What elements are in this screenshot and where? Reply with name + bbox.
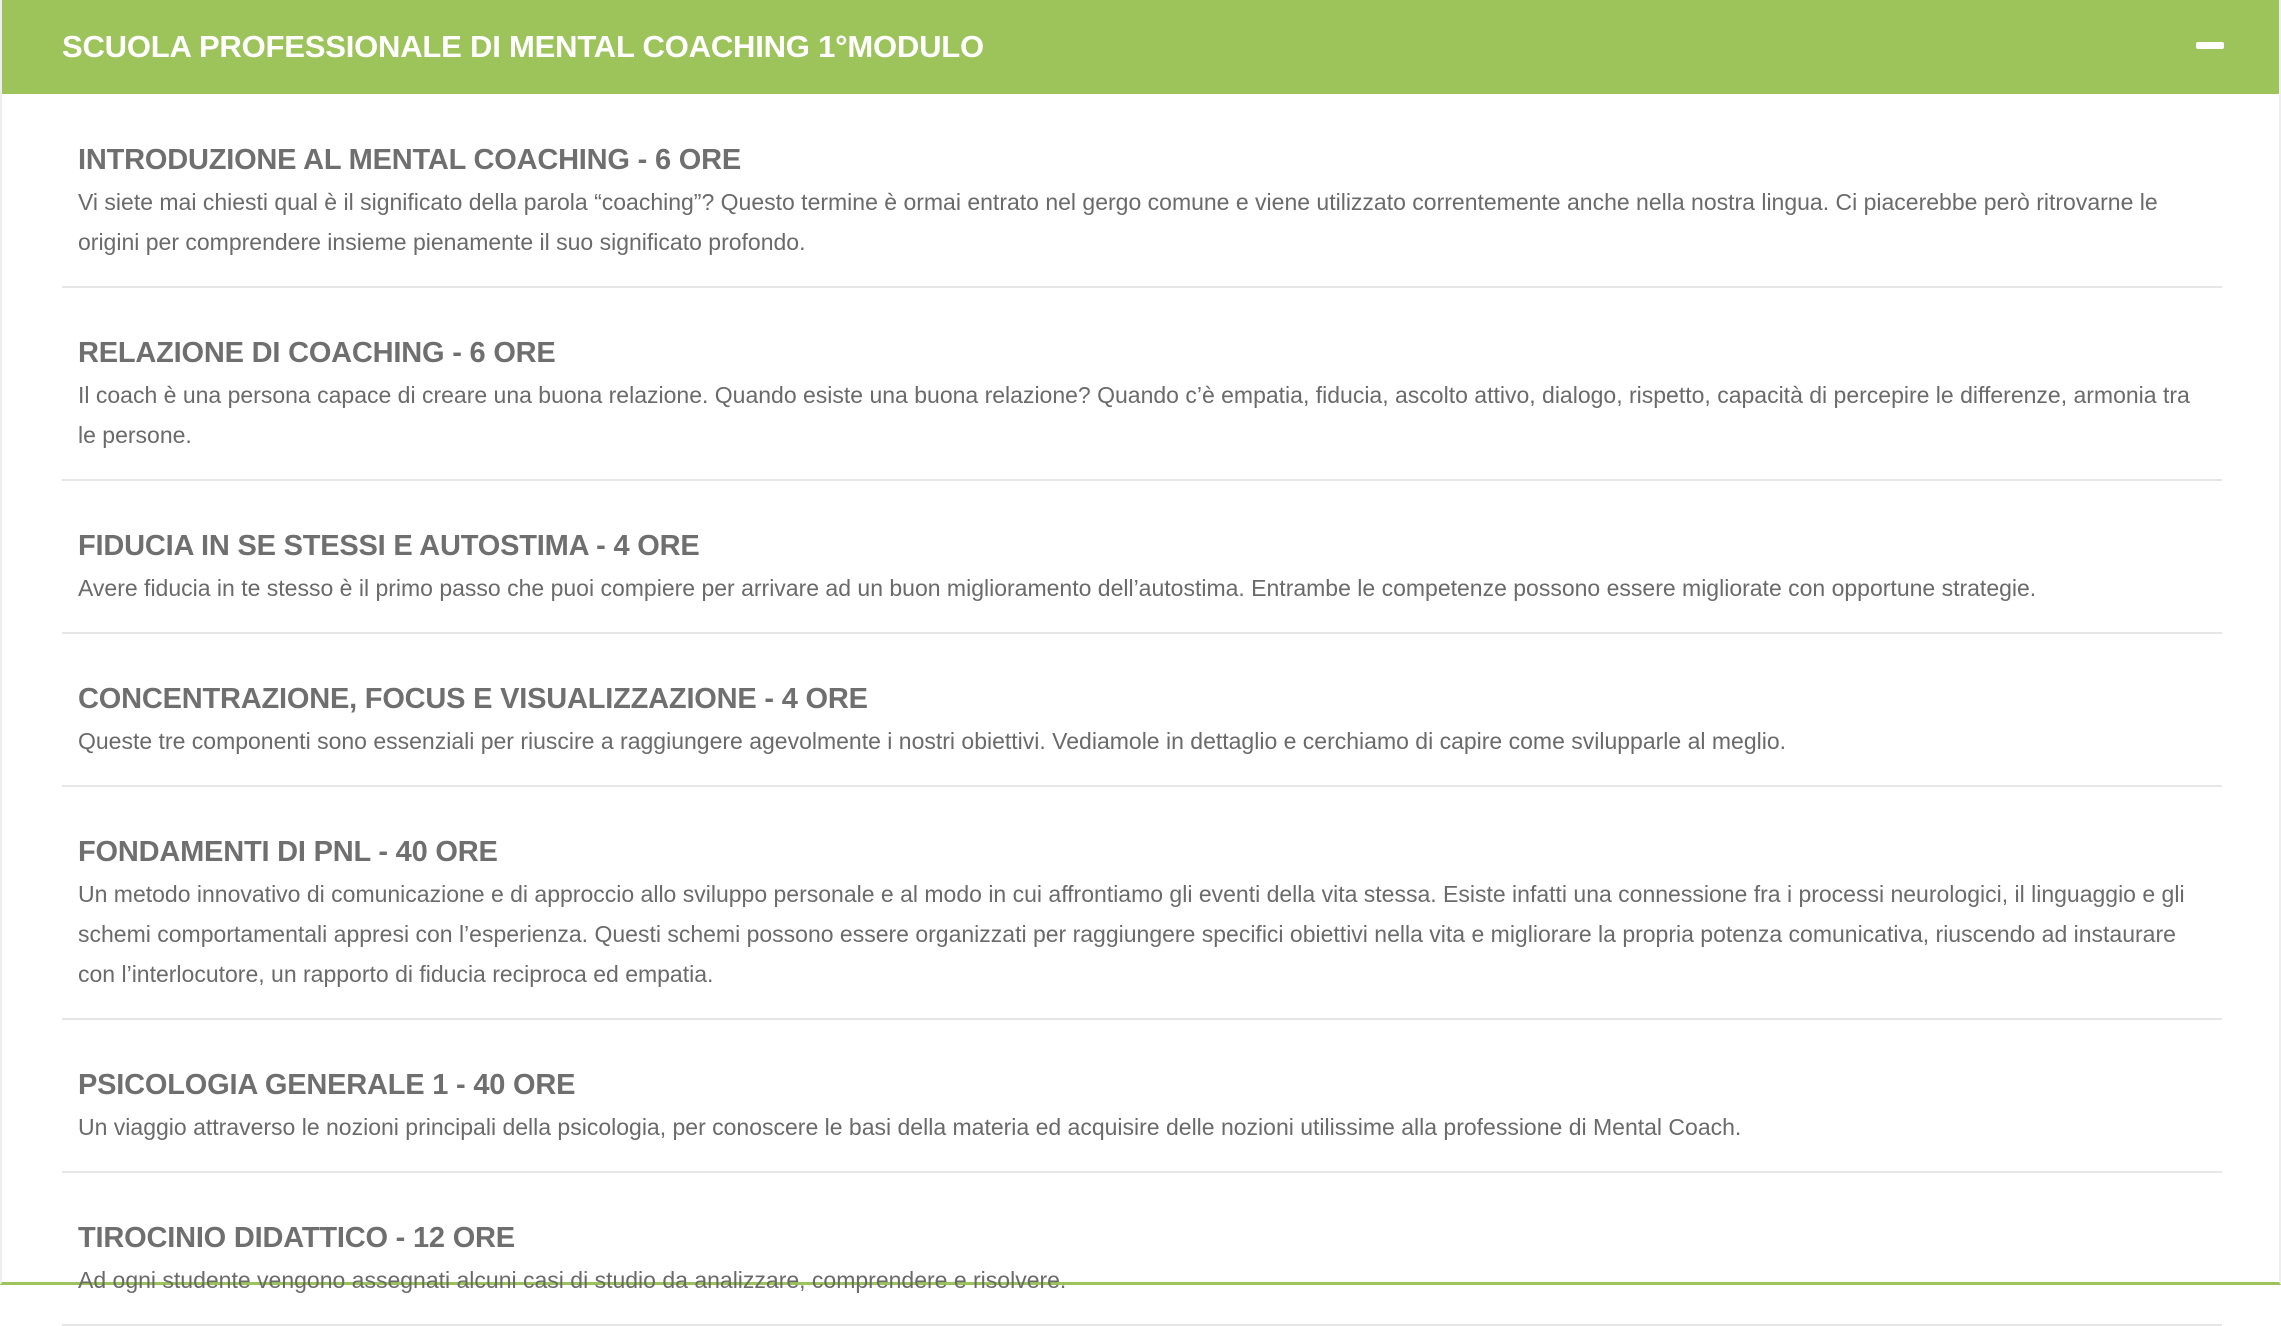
- course-description: Un viaggio attraverso le nozioni principali della psicologia, per conoscere le basi della materia ed acquisire delle nozioni utilissime alla professione di Mental Coach.: [78, 1114, 1742, 1140]
- minus-icon[interactable]: [2196, 42, 2224, 49]
- course-description: Queste tre componenti sono essenziali per riuscire a raggiungere agevolmente i nostri obiettivi. Vediamole in dettaglio e cerchiamo di capire come svilupparle al meglio.: [78, 728, 1787, 754]
- course-description: Vi siete mai chiesti qual è il significato della parola “coaching”? Questo termine è ormai entrato nel gergo comune e viene utilizzato correntemente anche nella nostra lingua. Ci piacerebbe però ritrovarne le origini per comprendere insieme pienamente il suo significato profondo.: [78, 189, 2158, 255]
- course-item: [62, 1020, 2222, 1173]
- course-item: [62, 1173, 2222, 1326]
- accordion-title[interactable]: SCUOLA PROFESSIONALE DI MENTAL COACHING 1°MODULO: [62, 29, 984, 64]
- course-item: [62, 634, 2222, 787]
- course-title: INTRODUZIONE AL MENTAL COACHING - 6 ORE: [78, 144, 741, 176]
- accordion-body: [62, 94, 2222, 1326]
- course-description: Avere fiducia in te stesso è il primo passo che puoi compiere per arrivare ad un buon miglioramento dell’autostima. Entrambe le competenze possono essere migliorate con opportune strategie.: [78, 575, 2037, 601]
- course-description: Il coach è una persona capace di creare una buona relazione. Quando esiste una buona relazione? Quando c’è empatia, fiducia, ascolto attivo, dialogo, rispetto, capacità di percepire le differenze, armonia tra le persone.: [78, 382, 2190, 448]
- course-item: [62, 94, 2222, 288]
- course-title: FIDUCIA IN SE STESSI E AUTOSTIMA - 4 ORE: [78, 530, 700, 562]
- accordion-header[interactable]: [2, 0, 2279, 94]
- course-description: Ad ogni studente vengono assegnati alcuni casi di studio da analizzare, comprendere e risolvere.: [78, 1267, 1067, 1293]
- course-title: FONDAMENTI DI PNL - 40 ORE: [78, 836, 498, 868]
- course-description: Un metodo innovativo di comunicazione e di approccio allo sviluppo personale e al modo in cui affrontiamo gli eventi della vita stessa. Esiste infatti una connessione fra i processi neurologici, il linguaggio e gli schemi comportamentali appresi con l’esperienza. Questi schemi possono essere organizzati per raggiungere specifici obiettivi nella vita e migliorare la propria potenza comunicativa, riuscendo ad instaurare con l’interlocutore, un rapporto di fiducia reciproca ed empatia.: [78, 881, 2185, 987]
- course-title: PSICOLOGIA GENERALE 1 - 40 ORE: [78, 1069, 576, 1101]
- course-item: [62, 288, 2222, 481]
- course-title: RELAZIONE DI COACHING - 6 ORE: [78, 337, 556, 369]
- course-item: [62, 481, 2222, 634]
- course-item: [62, 787, 2222, 1020]
- course-title: TIROCINIO DIDATTICO - 12 ORE: [78, 1222, 515, 1254]
- course-title: CONCENTRAZIONE, FOCUS E VISUALIZZAZIONE - 4 ORE: [78, 683, 868, 715]
